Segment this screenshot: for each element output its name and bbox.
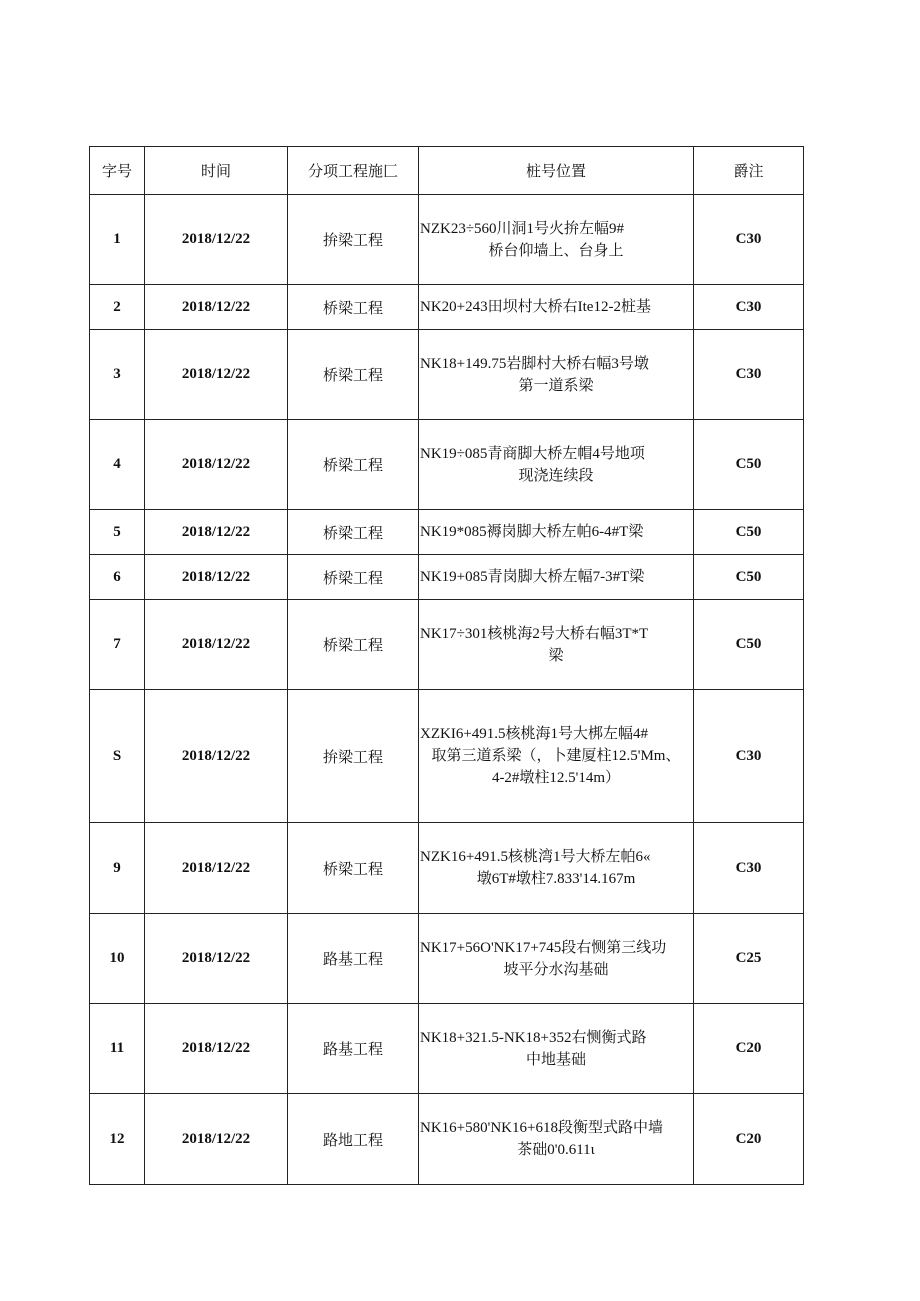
location-line-2: 坡平分水沟基础	[503, 961, 609, 978]
cell-location	[419, 330, 694, 420]
location-line-1: NK16+580'NK16+618段衡型式路中墙	[420, 1120, 663, 1136]
header-remark: 爵注	[694, 147, 804, 195]
cell-grade: C20	[694, 1004, 804, 1094]
location-line-1: NK20+243田坝村大桥右Ite12-2桩基	[420, 299, 651, 315]
header-no: 字号	[90, 147, 145, 195]
table-row	[90, 1094, 804, 1185]
cell-no: 6	[90, 555, 145, 600]
cell-grade: C30	[694, 823, 804, 914]
location-line-2: 中地基础	[525, 1051, 586, 1068]
cell-no: 11	[90, 1004, 145, 1094]
cell-no: 5	[90, 510, 145, 555]
location-line-1: NK17+56O'NK17+745段右恻第三线功	[420, 939, 667, 956]
cell-grade: C50	[694, 420, 804, 510]
cell-date: 2018/12/22	[145, 690, 288, 823]
cell-date: 2018/12/22	[145, 510, 288, 555]
cell-type: 桥梁工程	[288, 555, 419, 600]
cell-no: 7	[90, 600, 145, 690]
cell-grade: C30	[694, 285, 804, 330]
cell-no: S	[90, 690, 145, 823]
cell-no: 2	[90, 285, 145, 330]
cell-type: 桥梁工程	[288, 330, 419, 420]
location-line-2: 现浇连续段	[518, 467, 594, 484]
location-line-2: 墩6T#墩柱7.833'14.167m	[476, 871, 636, 887]
location-line-1: NK18+149.75岩脚村大桥右幅3号墩	[420, 355, 649, 372]
cell-type: 路基工程	[288, 1004, 419, 1094]
cell-date: 2018/12/22	[145, 1004, 288, 1094]
cell-location	[419, 555, 694, 600]
location-line-3: 4-2#墩柱12.5'14m）	[491, 770, 621, 786]
pour-log-table	[89, 146, 804, 1185]
table-row	[90, 285, 804, 330]
cell-location	[419, 823, 694, 914]
cell-type: 桥梁工程	[288, 600, 419, 690]
table-row	[90, 195, 804, 285]
cell-no: 9	[90, 823, 145, 914]
table-row	[90, 420, 804, 510]
location-line-2: 桥台仰墙上、台身上	[488, 242, 624, 259]
cell-location	[419, 420, 694, 510]
table-row	[90, 690, 804, 823]
cell-grade: C20	[694, 1094, 804, 1185]
table-row	[90, 510, 804, 555]
cell-no: 12	[90, 1094, 145, 1185]
location-line-1: NK18+321.5-NK18+352右恻衡式路	[420, 1029, 647, 1046]
cell-grade: C50	[694, 555, 804, 600]
table-row	[90, 823, 804, 914]
cell-no: 10	[90, 914, 145, 1004]
table-row	[90, 914, 804, 1004]
location-line-2: 梁	[548, 647, 564, 664]
cell-location	[419, 690, 694, 823]
cell-date: 2018/12/22	[145, 600, 288, 690]
cell-grade: C30	[694, 195, 804, 285]
cell-no: 3	[90, 330, 145, 420]
table-row	[90, 600, 804, 690]
cell-date: 2018/12/22	[145, 330, 288, 420]
cell-location	[419, 600, 694, 690]
cell-type: 桥梁工程	[288, 285, 419, 330]
cell-location	[419, 1094, 694, 1185]
cell-location	[419, 1004, 694, 1094]
cell-type: 路基工程	[288, 914, 419, 1004]
location-line-1: NK19÷085青商脚大桥左帽4号地项	[420, 445, 645, 462]
cell-type: 拚梁工程	[288, 195, 419, 285]
cell-grade: C25	[694, 914, 804, 1004]
cell-date: 2018/12/22	[145, 195, 288, 285]
cell-type: 桥梁工程	[288, 420, 419, 510]
location-line-2: 取第三道系梁（，卜建厦柱12.5'Mm、	[431, 748, 681, 764]
cell-type: 拚梁工程	[288, 690, 419, 823]
table-row	[90, 555, 804, 600]
location-line-1: NK19*085褥岗脚大桥左帕6-4#T梁	[420, 524, 644, 540]
cell-grade: C50	[694, 510, 804, 555]
cell-no: 4	[90, 420, 145, 510]
header-location: 桩号位置	[419, 147, 694, 195]
location-line-1: NZK23÷560川洞1号火拚左幅9#	[420, 220, 625, 237]
cell-no: 1	[90, 195, 145, 285]
cell-grade: C30	[694, 330, 804, 420]
cell-date: 2018/12/22	[145, 285, 288, 330]
cell-type: 桥梁工程	[288, 510, 419, 555]
location-line-1: NK19+085青岗脚大桥左幅7-3#T梁	[420, 569, 645, 585]
location-line-2: 第一道系梁	[518, 377, 594, 394]
cell-date: 2018/12/22	[145, 914, 288, 1004]
header-row	[90, 147, 804, 195]
cell-type: 桥梁工程	[288, 823, 419, 914]
cell-grade: C30	[694, 690, 804, 823]
header-type: 分项工程施匚	[288, 147, 419, 195]
cell-date: 2018/12/22	[145, 823, 288, 914]
cell-location	[419, 914, 694, 1004]
cell-grade: C50	[694, 600, 804, 690]
location-line-2: 茶础0'0.611ι	[517, 1142, 595, 1158]
cell-location	[419, 285, 694, 330]
table-row	[90, 330, 804, 420]
cell-date: 2018/12/22	[145, 420, 288, 510]
cell-location	[419, 510, 694, 555]
cell-date: 2018/12/22	[145, 555, 288, 600]
location-line-1: NK17÷301核桃海2号大桥右幅3T*T	[420, 625, 649, 642]
cell-type: 路地工程	[288, 1094, 419, 1185]
header-date: 时间	[145, 147, 288, 195]
cell-date: 2018/12/22	[145, 1094, 288, 1185]
cell-location	[419, 195, 694, 285]
table-row	[90, 1004, 804, 1094]
location-line-1: NZK16+491.5核桃湾1号大桥左帕6«	[420, 849, 651, 865]
location-line-1: XZKI6+491.5核桃海1号大梆左幅4#	[420, 726, 649, 742]
